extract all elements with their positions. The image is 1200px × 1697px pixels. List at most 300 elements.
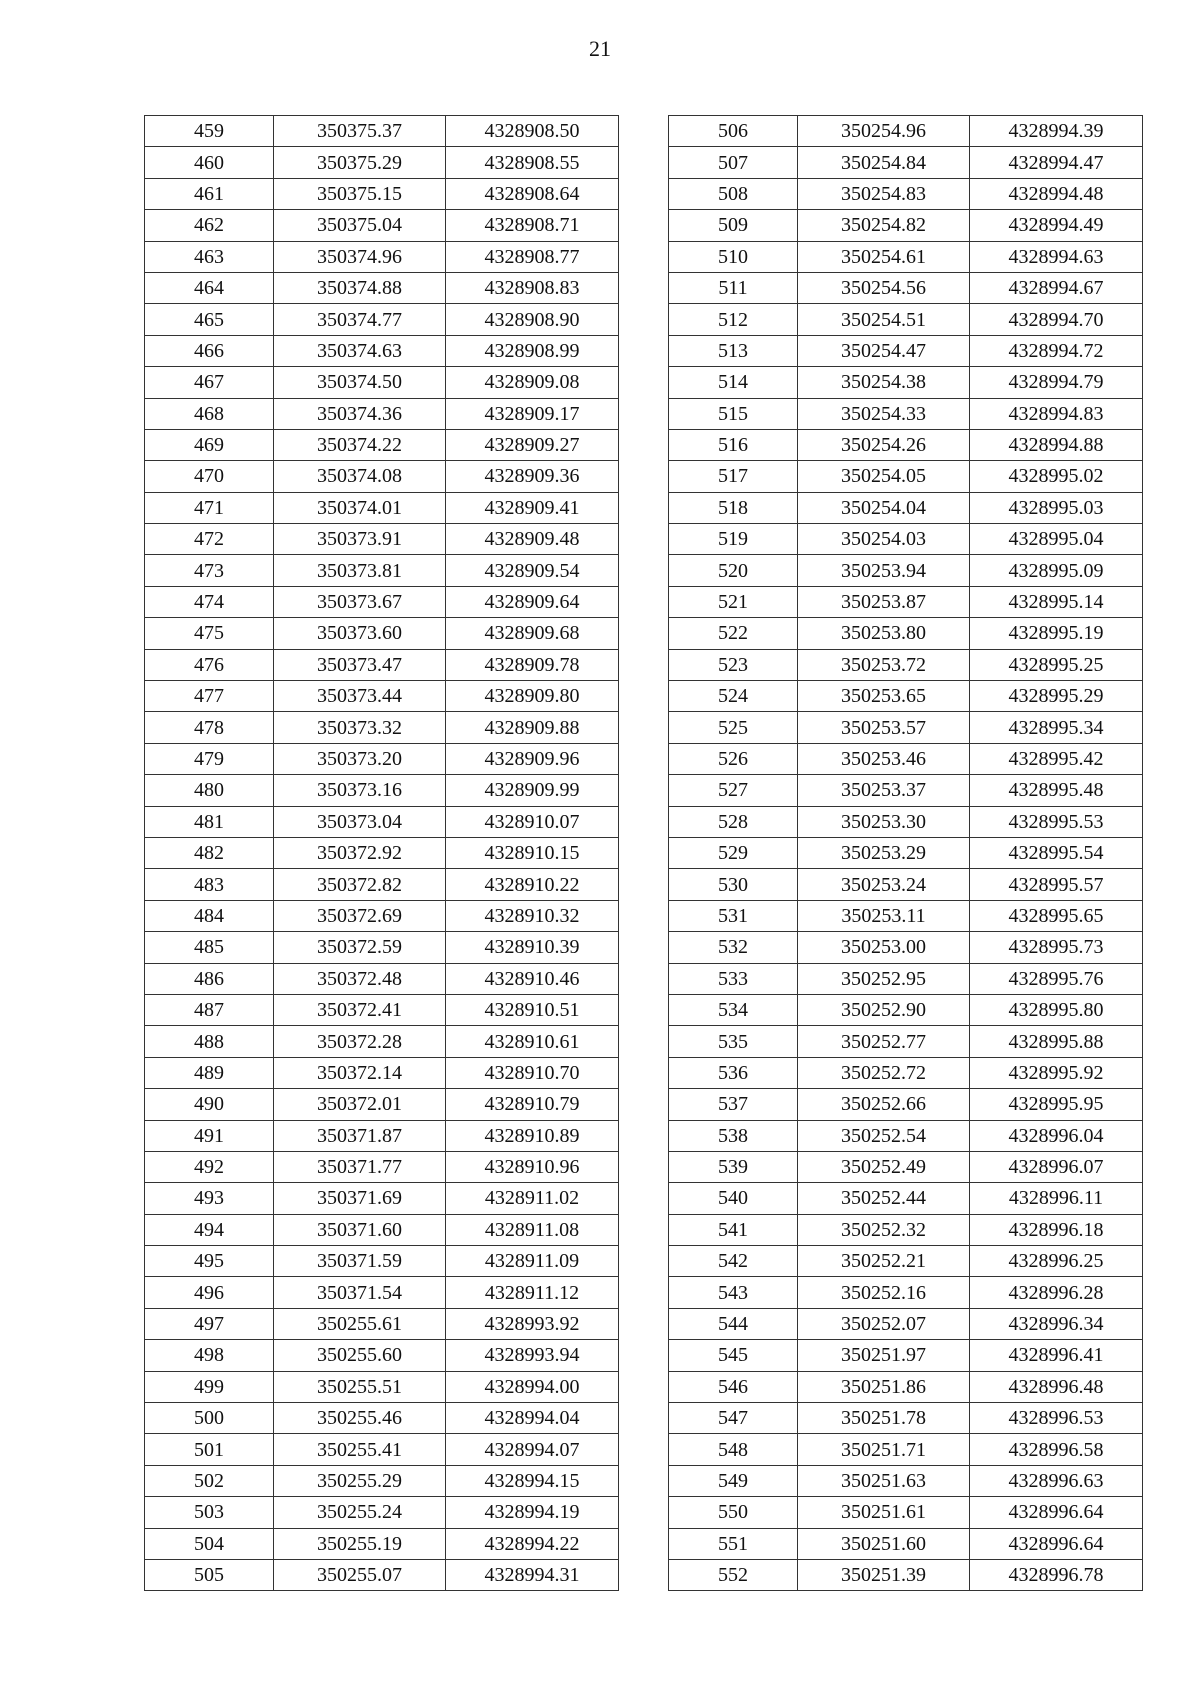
y-coordinate-cell: 4328996.63 xyxy=(970,1465,1143,1496)
x-coordinate-cell: 350373.47 xyxy=(274,649,446,680)
y-coordinate-cell: 4328994.22 xyxy=(446,1528,619,1559)
x-coordinate-cell: 350375.29 xyxy=(274,147,446,178)
table-row xyxy=(145,618,619,649)
y-coordinate-cell: 4328908.90 xyxy=(446,304,619,335)
table-row xyxy=(145,304,619,335)
y-coordinate-cell: 4328995.04 xyxy=(970,524,1143,555)
y-coordinate-cell: 4328909.80 xyxy=(446,681,619,712)
point-number-cell: 475 xyxy=(145,618,274,649)
table-row xyxy=(669,618,1143,649)
x-coordinate-cell: 350252.54 xyxy=(798,1120,970,1151)
x-coordinate-cell: 350372.14 xyxy=(274,1057,446,1088)
point-number-cell: 509 xyxy=(669,210,798,241)
y-coordinate-cell: 4328995.42 xyxy=(970,743,1143,774)
table-row xyxy=(669,994,1143,1025)
x-coordinate-cell: 350374.36 xyxy=(274,398,446,429)
point-number-cell: 491 xyxy=(145,1120,274,1151)
table-row xyxy=(669,1528,1143,1559)
x-coordinate-cell: 350254.96 xyxy=(798,116,970,147)
x-coordinate-cell: 350254.05 xyxy=(798,461,970,492)
point-number-cell: 502 xyxy=(145,1465,274,1496)
x-coordinate-cell: 350371.69 xyxy=(274,1183,446,1214)
x-coordinate-cell: 350254.03 xyxy=(798,524,970,555)
table-row xyxy=(145,1559,619,1590)
y-coordinate-cell: 4328910.46 xyxy=(446,963,619,994)
coordinates-table-left-body xyxy=(145,116,619,1591)
x-coordinate-cell: 350373.04 xyxy=(274,806,446,837)
table-row xyxy=(669,367,1143,398)
x-coordinate-cell: 350254.82 xyxy=(798,210,970,241)
x-coordinate-cell: 350255.41 xyxy=(274,1434,446,1465)
x-coordinate-cell: 350251.86 xyxy=(798,1371,970,1402)
point-number-cell: 547 xyxy=(669,1403,798,1434)
x-coordinate-cell: 350254.26 xyxy=(798,429,970,460)
x-coordinate-cell: 350371.77 xyxy=(274,1151,446,1182)
table-row xyxy=(145,116,619,147)
y-coordinate-cell: 4328996.64 xyxy=(970,1528,1143,1559)
y-coordinate-cell: 4328996.07 xyxy=(970,1151,1143,1182)
y-coordinate-cell: 4328910.61 xyxy=(446,1026,619,1057)
x-coordinate-cell: 350253.37 xyxy=(798,775,970,806)
y-coordinate-cell: 4328995.54 xyxy=(970,837,1143,868)
x-coordinate-cell: 350251.78 xyxy=(798,1403,970,1434)
x-coordinate-cell: 350255.07 xyxy=(274,1559,446,1590)
point-number-cell: 493 xyxy=(145,1183,274,1214)
y-coordinate-cell: 4328996.41 xyxy=(970,1340,1143,1371)
table-row xyxy=(145,398,619,429)
x-coordinate-cell: 350253.24 xyxy=(798,869,970,900)
point-number-cell: 539 xyxy=(669,1151,798,1182)
y-coordinate-cell: 4328909.88 xyxy=(446,712,619,743)
y-coordinate-cell: 4328910.32 xyxy=(446,900,619,931)
y-coordinate-cell: 4328909.17 xyxy=(446,398,619,429)
x-coordinate-cell: 350371.59 xyxy=(274,1246,446,1277)
y-coordinate-cell: 4328909.99 xyxy=(446,775,619,806)
point-number-cell: 551 xyxy=(669,1528,798,1559)
y-coordinate-cell: 4328994.83 xyxy=(970,398,1143,429)
y-coordinate-cell: 4328994.47 xyxy=(970,147,1143,178)
table-row xyxy=(669,1246,1143,1277)
table-row xyxy=(145,712,619,743)
table-row xyxy=(669,837,1143,868)
y-coordinate-cell: 4328908.77 xyxy=(446,241,619,272)
point-number-cell: 513 xyxy=(669,335,798,366)
y-coordinate-cell: 4328995.57 xyxy=(970,869,1143,900)
y-coordinate-cell: 4328995.29 xyxy=(970,681,1143,712)
point-number-cell: 532 xyxy=(669,932,798,963)
x-coordinate-cell: 350252.90 xyxy=(798,994,970,1025)
table-row xyxy=(669,932,1143,963)
y-coordinate-cell: 4328911.02 xyxy=(446,1183,619,1214)
table-row xyxy=(145,178,619,209)
table-row xyxy=(669,1026,1143,1057)
x-coordinate-cell: 350372.92 xyxy=(274,837,446,868)
table-row xyxy=(669,1120,1143,1151)
table-row xyxy=(669,429,1143,460)
y-coordinate-cell: 4328911.08 xyxy=(446,1214,619,1245)
point-number-cell: 524 xyxy=(669,681,798,712)
point-number-cell: 546 xyxy=(669,1371,798,1402)
point-number-cell: 506 xyxy=(669,116,798,147)
y-coordinate-cell: 4328910.96 xyxy=(446,1151,619,1182)
y-coordinate-cell: 4328994.72 xyxy=(970,335,1143,366)
x-coordinate-cell: 350253.00 xyxy=(798,932,970,963)
table-row xyxy=(669,806,1143,837)
table-row xyxy=(669,712,1143,743)
y-coordinate-cell: 4328993.92 xyxy=(446,1308,619,1339)
y-coordinate-cell: 4328908.64 xyxy=(446,178,619,209)
point-number-cell: 535 xyxy=(669,1026,798,1057)
x-coordinate-cell: 350372.82 xyxy=(274,869,446,900)
x-coordinate-cell: 350374.88 xyxy=(274,272,446,303)
x-coordinate-cell: 350374.50 xyxy=(274,367,446,398)
x-coordinate-cell: 350255.61 xyxy=(274,1308,446,1339)
y-coordinate-cell: 4328910.70 xyxy=(446,1057,619,1088)
table-row xyxy=(145,1465,619,1496)
x-coordinate-cell: 350251.39 xyxy=(798,1559,970,1590)
x-coordinate-cell: 350371.87 xyxy=(274,1120,446,1151)
y-coordinate-cell: 4328911.09 xyxy=(446,1246,619,1277)
x-coordinate-cell: 350252.44 xyxy=(798,1183,970,1214)
table-row xyxy=(145,1308,619,1339)
table-row xyxy=(145,555,619,586)
x-coordinate-cell: 350373.20 xyxy=(274,743,446,774)
x-coordinate-cell: 350252.49 xyxy=(798,1151,970,1182)
point-number-cell: 480 xyxy=(145,775,274,806)
table-row xyxy=(145,367,619,398)
x-coordinate-cell: 350255.46 xyxy=(274,1403,446,1434)
point-number-cell: 463 xyxy=(145,241,274,272)
point-number-cell: 512 xyxy=(669,304,798,335)
y-coordinate-cell: 4328994.49 xyxy=(970,210,1143,241)
table-row xyxy=(145,1089,619,1120)
x-coordinate-cell: 350254.47 xyxy=(798,335,970,366)
y-coordinate-cell: 4328994.15 xyxy=(446,1465,619,1496)
y-coordinate-cell: 4328910.79 xyxy=(446,1089,619,1120)
point-number-cell: 486 xyxy=(145,963,274,994)
y-coordinate-cell: 4328910.07 xyxy=(446,806,619,837)
point-number-cell: 503 xyxy=(145,1497,274,1528)
point-number-cell: 478 xyxy=(145,712,274,743)
table-row xyxy=(145,1403,619,1434)
x-coordinate-cell: 350252.07 xyxy=(798,1308,970,1339)
table-row xyxy=(145,869,619,900)
x-coordinate-cell: 350372.69 xyxy=(274,900,446,931)
point-number-cell: 479 xyxy=(145,743,274,774)
y-coordinate-cell: 4328994.88 xyxy=(970,429,1143,460)
x-coordinate-cell: 350255.19 xyxy=(274,1528,446,1559)
x-coordinate-cell: 350375.04 xyxy=(274,210,446,241)
point-number-cell: 481 xyxy=(145,806,274,837)
x-coordinate-cell: 350252.72 xyxy=(798,1057,970,1088)
table-row xyxy=(145,1026,619,1057)
point-number-cell: 542 xyxy=(669,1246,798,1277)
table-row xyxy=(145,241,619,272)
y-coordinate-cell: 4328994.19 xyxy=(446,1497,619,1528)
y-coordinate-cell: 4328911.12 xyxy=(446,1277,619,1308)
x-coordinate-cell: 350372.48 xyxy=(274,963,446,994)
y-coordinate-cell: 4328909.08 xyxy=(446,367,619,398)
y-coordinate-cell: 4328996.18 xyxy=(970,1214,1143,1245)
y-coordinate-cell: 4328995.73 xyxy=(970,932,1143,963)
point-number-cell: 537 xyxy=(669,1089,798,1120)
table-row xyxy=(669,743,1143,774)
x-coordinate-cell: 350253.94 xyxy=(798,555,970,586)
y-coordinate-cell: 4328909.96 xyxy=(446,743,619,774)
point-number-cell: 548 xyxy=(669,1434,798,1465)
point-number-cell: 470 xyxy=(145,461,274,492)
point-number-cell: 490 xyxy=(145,1089,274,1120)
point-number-cell: 505 xyxy=(145,1559,274,1590)
x-coordinate-cell: 350373.16 xyxy=(274,775,446,806)
table-row xyxy=(669,1151,1143,1182)
y-coordinate-cell: 4328996.53 xyxy=(970,1403,1143,1434)
table-row xyxy=(145,994,619,1025)
point-number-cell: 494 xyxy=(145,1214,274,1245)
x-coordinate-cell: 350252.66 xyxy=(798,1089,970,1120)
x-coordinate-cell: 350251.97 xyxy=(798,1340,970,1371)
x-coordinate-cell: 350254.84 xyxy=(798,147,970,178)
x-coordinate-cell: 350373.67 xyxy=(274,586,446,617)
x-coordinate-cell: 350375.37 xyxy=(274,116,446,147)
point-number-cell: 465 xyxy=(145,304,274,335)
table-row xyxy=(145,837,619,868)
x-coordinate-cell: 350374.22 xyxy=(274,429,446,460)
table-row xyxy=(145,272,619,303)
table-row xyxy=(669,1057,1143,1088)
y-coordinate-cell: 4328995.92 xyxy=(970,1057,1143,1088)
point-number-cell: 474 xyxy=(145,586,274,617)
table-row xyxy=(669,1089,1143,1120)
point-number-cell: 527 xyxy=(669,775,798,806)
x-coordinate-cell: 350252.16 xyxy=(798,1277,970,1308)
table-row xyxy=(145,586,619,617)
y-coordinate-cell: 4328994.67 xyxy=(970,272,1143,303)
y-coordinate-cell: 4328909.64 xyxy=(446,586,619,617)
point-number-cell: 487 xyxy=(145,994,274,1025)
y-coordinate-cell: 4328995.88 xyxy=(970,1026,1143,1057)
x-coordinate-cell: 350374.01 xyxy=(274,492,446,523)
y-coordinate-cell: 4328996.11 xyxy=(970,1183,1143,1214)
y-coordinate-cell: 4328909.27 xyxy=(446,429,619,460)
point-number-cell: 518 xyxy=(669,492,798,523)
table-row xyxy=(145,147,619,178)
table-row xyxy=(669,178,1143,209)
point-number-cell: 471 xyxy=(145,492,274,523)
x-coordinate-cell: 350255.29 xyxy=(274,1465,446,1496)
point-number-cell: 525 xyxy=(669,712,798,743)
x-coordinate-cell: 350374.63 xyxy=(274,335,446,366)
x-coordinate-cell: 350254.33 xyxy=(798,398,970,429)
point-number-cell: 492 xyxy=(145,1151,274,1182)
table-row xyxy=(145,900,619,931)
point-number-cell: 496 xyxy=(145,1277,274,1308)
y-coordinate-cell: 4328909.48 xyxy=(446,524,619,555)
table-row xyxy=(669,649,1143,680)
table-row xyxy=(669,116,1143,147)
point-number-cell: 468 xyxy=(145,398,274,429)
y-coordinate-cell: 4328908.83 xyxy=(446,272,619,303)
coordinates-table-right-body xyxy=(669,116,1143,1591)
y-coordinate-cell: 4328995.95 xyxy=(970,1089,1143,1120)
table-row xyxy=(669,492,1143,523)
x-coordinate-cell: 350372.41 xyxy=(274,994,446,1025)
y-coordinate-cell: 4328908.55 xyxy=(446,147,619,178)
table-row xyxy=(145,1434,619,1465)
table-row xyxy=(669,524,1143,555)
table-row xyxy=(669,900,1143,931)
table-row xyxy=(669,241,1143,272)
y-coordinate-cell: 4328996.78 xyxy=(970,1559,1143,1590)
x-coordinate-cell: 350373.44 xyxy=(274,681,446,712)
table-row xyxy=(145,806,619,837)
table-row xyxy=(145,1120,619,1151)
table-row xyxy=(669,775,1143,806)
table-row xyxy=(669,461,1143,492)
y-coordinate-cell: 4328996.25 xyxy=(970,1246,1143,1277)
x-coordinate-cell: 350254.56 xyxy=(798,272,970,303)
y-coordinate-cell: 4328909.78 xyxy=(446,649,619,680)
x-coordinate-cell: 350373.81 xyxy=(274,555,446,586)
table-row xyxy=(669,1497,1143,1528)
y-coordinate-cell: 4328995.03 xyxy=(970,492,1143,523)
x-coordinate-cell: 350371.54 xyxy=(274,1277,446,1308)
x-coordinate-cell: 350254.38 xyxy=(798,367,970,398)
x-coordinate-cell: 350254.51 xyxy=(798,304,970,335)
table-row xyxy=(145,492,619,523)
table-row xyxy=(145,1497,619,1528)
point-number-cell: 466 xyxy=(145,335,274,366)
table-row xyxy=(669,963,1143,994)
x-coordinate-cell: 350253.87 xyxy=(798,586,970,617)
point-number-cell: 485 xyxy=(145,932,274,963)
point-number-cell: 523 xyxy=(669,649,798,680)
x-coordinate-cell: 350372.59 xyxy=(274,932,446,963)
y-coordinate-cell: 4328995.09 xyxy=(970,555,1143,586)
point-number-cell: 500 xyxy=(145,1403,274,1434)
point-number-cell: 544 xyxy=(669,1308,798,1339)
point-number-cell: 508 xyxy=(669,178,798,209)
y-coordinate-cell: 4328994.63 xyxy=(970,241,1143,272)
y-coordinate-cell: 4328996.64 xyxy=(970,1497,1143,1528)
point-number-cell: 528 xyxy=(669,806,798,837)
point-number-cell: 501 xyxy=(145,1434,274,1465)
table-row xyxy=(669,1214,1143,1245)
x-coordinate-cell: 350252.77 xyxy=(798,1026,970,1057)
table-row xyxy=(669,586,1143,617)
point-number-cell: 459 xyxy=(145,116,274,147)
y-coordinate-cell: 4328994.00 xyxy=(446,1371,619,1402)
point-number-cell: 533 xyxy=(669,963,798,994)
table-row xyxy=(145,775,619,806)
point-number-cell: 550 xyxy=(669,1497,798,1528)
x-coordinate-cell: 350254.61 xyxy=(798,241,970,272)
point-number-cell: 521 xyxy=(669,586,798,617)
point-number-cell: 460 xyxy=(145,147,274,178)
point-number-cell: 473 xyxy=(145,555,274,586)
table-row xyxy=(669,335,1143,366)
coordinates-table-left xyxy=(144,115,619,1591)
point-number-cell: 534 xyxy=(669,994,798,1025)
table-row xyxy=(145,1151,619,1182)
x-coordinate-cell: 350252.95 xyxy=(798,963,970,994)
point-number-cell: 489 xyxy=(145,1057,274,1088)
x-coordinate-cell: 350253.29 xyxy=(798,837,970,868)
table-row xyxy=(669,1434,1143,1465)
point-number-cell: 516 xyxy=(669,429,798,460)
table-row xyxy=(669,1183,1143,1214)
point-number-cell: 469 xyxy=(145,429,274,460)
table-row xyxy=(145,1057,619,1088)
y-coordinate-cell: 4328910.89 xyxy=(446,1120,619,1151)
point-number-cell: 476 xyxy=(145,649,274,680)
table-row xyxy=(145,335,619,366)
x-coordinate-cell: 350373.91 xyxy=(274,524,446,555)
point-number-cell: 552 xyxy=(669,1559,798,1590)
x-coordinate-cell: 350251.61 xyxy=(798,1497,970,1528)
point-number-cell: 498 xyxy=(145,1340,274,1371)
x-coordinate-cell: 350253.30 xyxy=(798,806,970,837)
x-coordinate-cell: 350372.28 xyxy=(274,1026,446,1057)
y-coordinate-cell: 4328995.76 xyxy=(970,963,1143,994)
table-row xyxy=(145,461,619,492)
table-row xyxy=(145,1528,619,1559)
table-row xyxy=(145,743,619,774)
y-coordinate-cell: 4328993.94 xyxy=(446,1340,619,1371)
x-coordinate-cell: 350255.51 xyxy=(274,1371,446,1402)
point-number-cell: 467 xyxy=(145,367,274,398)
table-row xyxy=(669,555,1143,586)
y-coordinate-cell: 4328996.34 xyxy=(970,1308,1143,1339)
x-coordinate-cell: 350373.32 xyxy=(274,712,446,743)
point-number-cell: 531 xyxy=(669,900,798,931)
table-row xyxy=(145,681,619,712)
x-coordinate-cell: 350254.83 xyxy=(798,178,970,209)
y-coordinate-cell: 4328994.04 xyxy=(446,1403,619,1434)
table-row xyxy=(145,1214,619,1245)
y-coordinate-cell: 4328995.65 xyxy=(970,900,1143,931)
table-row xyxy=(669,1371,1143,1402)
table-row xyxy=(669,1465,1143,1496)
y-coordinate-cell: 4328995.14 xyxy=(970,586,1143,617)
point-number-cell: 484 xyxy=(145,900,274,931)
x-coordinate-cell: 350253.46 xyxy=(798,743,970,774)
y-coordinate-cell: 4328995.19 xyxy=(970,618,1143,649)
x-coordinate-cell: 350374.08 xyxy=(274,461,446,492)
y-coordinate-cell: 4328996.28 xyxy=(970,1277,1143,1308)
y-coordinate-cell: 4328994.31 xyxy=(446,1559,619,1590)
x-coordinate-cell: 350375.15 xyxy=(274,178,446,209)
x-coordinate-cell: 350253.80 xyxy=(798,618,970,649)
point-number-cell: 482 xyxy=(145,837,274,868)
y-coordinate-cell: 4328994.70 xyxy=(970,304,1143,335)
table-row xyxy=(669,398,1143,429)
point-number-cell: 477 xyxy=(145,681,274,712)
y-coordinate-cell: 4328909.54 xyxy=(446,555,619,586)
table-row xyxy=(145,429,619,460)
table-row xyxy=(669,272,1143,303)
x-coordinate-cell: 350253.65 xyxy=(798,681,970,712)
x-coordinate-cell: 350373.60 xyxy=(274,618,446,649)
y-coordinate-cell: 4328908.99 xyxy=(446,335,619,366)
point-number-cell: 522 xyxy=(669,618,798,649)
y-coordinate-cell: 4328994.07 xyxy=(446,1434,619,1465)
y-coordinate-cell: 4328995.53 xyxy=(970,806,1143,837)
y-coordinate-cell: 4328995.25 xyxy=(970,649,1143,680)
table-row xyxy=(145,1371,619,1402)
x-coordinate-cell: 350253.57 xyxy=(798,712,970,743)
y-coordinate-cell: 4328994.48 xyxy=(970,178,1143,209)
